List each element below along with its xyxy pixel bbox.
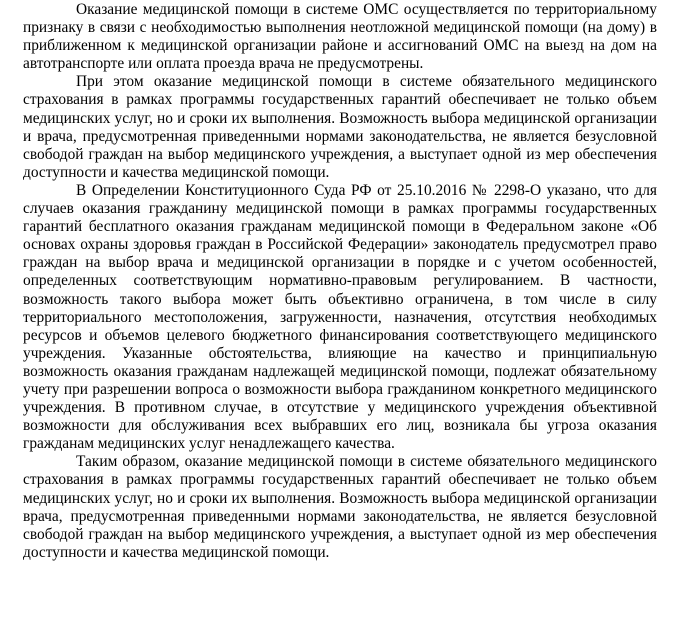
paragraph-3: В Определении Конституционного Суда РФ от 25.10.2016 № 2298-О указано, что для случаев оказания гражданину медицинской помощи в рамках программы государственных гарантий бесплатного оказания гражданам медицинской помощи в Федеральном законе «Об основах охраны здоровья граждан в Российской Федерации» законодатель предусмотрел право граждан на выбор врача и медицинской организации в порядке и с учетом особенностей, определенных соответствующим нормативно-правовым регулированием. В частности, возможность такого выбора может быть объективно ограничена, в том числе в силу территориального местоположения, загруженности, назначения, отсутствия необходимых ресурсов и объемов целевого бюджетного финансирования соответствующего медицинского учреждения. Указанные обстоятельства, влияющие на качество и принципиальную возможность оказания гражданам надлежащей медицинской помощи, подлежат обязательному учету при разрешении вопроса о возможности выбора гражданином конкретного медицинского учреждения. В противном случае, в отсутствие у медицинского учреждения объективной возможности для обслуживания всех выбравших его лиц, возникала бы угроза оказания гражданам медицинских услуг ненадлежащего качества. bbox=[23, 181, 657, 453]
paragraph-2: При этом оказание медицинской помощи в системе обязательного медицинского страхования в рамках программы государственных гарантий обеспечивает не только объем медицинских услуг, но и сроки их выполнения. Возможность выбора медицинской организации и врача, предусмотренная приведенными нормами законодательства, не является безусловной свободой граждан на выбор медицинского учреждения, а выступает одной из мер обеспечения доступности и качества медицинской помощи. bbox=[23, 73, 657, 181]
document-text bbox=[23, 1, 657, 562]
paragraph-4: Таким образом, оказание медицинской помощи в системе обязательного медицинского страхования в рамках программы государственных гарантий обеспечивает не только объем медицинских услуг, но и сроки их выполнения. Возможность выбора медицинской организации врача, предусмотренная приведенными нормами законодательства, не является безусловной свободой граждан на выбор медицинского учреждения, а выступает одной из мер обеспечения доступности и качества медицинской помощи. bbox=[23, 453, 657, 561]
paragraph-1: Оказание медицинской помощи в системе ОМС осуществляется по территориальному признаку в связи с необходимостью выполнения неотложной медицинской помощи (на дому) в приближенном к медицинской организации районе и ассигнований ОМС на выезд на дом на автотранспорте или оплата проезда врача не предусмотрены. bbox=[23, 1, 657, 73]
